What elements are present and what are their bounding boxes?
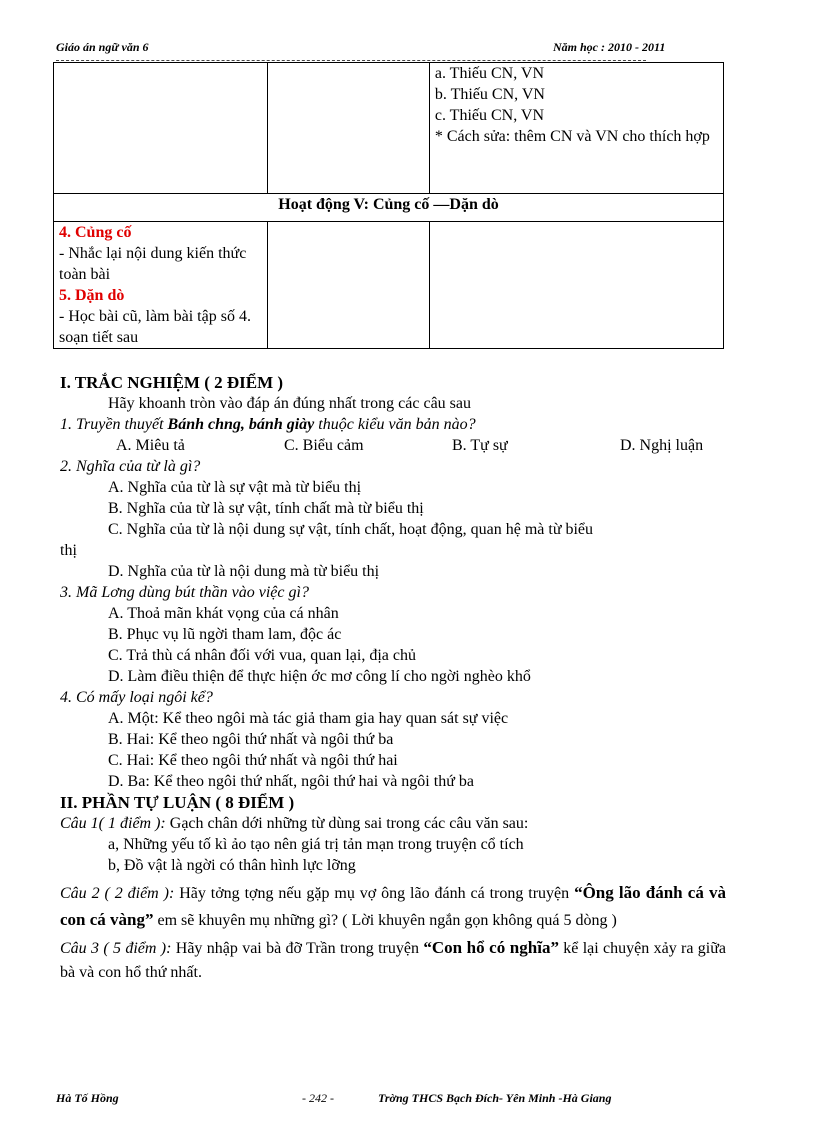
lesson-table xyxy=(53,62,724,349)
header-right: Năm học : 2010 - 2011 xyxy=(553,40,666,54)
page-number: - 242 - xyxy=(302,1091,334,1105)
table-row xyxy=(54,194,724,222)
footer-author: Hà Tố Hồng xyxy=(56,1091,119,1105)
table-row xyxy=(54,222,724,349)
header-divider xyxy=(56,60,646,61)
section-title: II. PHẦN TỰ LUẬN ( 8 ĐIỂM ) xyxy=(60,793,295,812)
error-fixes-cell: a. Thiếu CN, VN b. Thiếu CN, VN c. Thiếu CN, VN * Cách sửa: thêm CN và VN cho thích hợp xyxy=(429,63,723,194)
exam-body: I. TRẮC NGHIỆM ( 2 ĐIỂM ) Hãy khoanh tròn vào đáp án đúng nhất trong các câu sau 1. Truyền thuyết Bánh chng, bánh giày thuộc kiểu văn bản nào? A. Miêu tả C. Biểu cảm B. Tự sự D. Nghị luận 2. Nghĩa của từ là gì? A. Nghĩa của từ là sự vật mà từ biểu thị B. Nghĩa của từ là sự vật, tính chất mà từ biểu thị C. Nghĩa của từ là nội dung sự vật, tính chất, hoạt động, quan hệ mà từ biểu thị D. Nghĩa của từ là nội dung mà từ biểu thị 3. Mã Lơng dùng bút thần vào việc gì? A. Thoả mãn khát vọng của cá nhân B. Phục vụ lũ ngời tham lam, độc ác C. Trả thù cá nhân đối với vua, quan lại, địa chủ D. Làm điều thiện để thực hiện ớc mơ công lí cho ngời nghèo khổ 4. Có mấy loại ngôi kể? A. Một: Kể theo ngôi mà tác giả tham gia hay quan sát sự việc B. Hai: Kể theo ngôi thứ nhất và ngôi thứ ba C. Hai: Kể theo ngôi thứ nhất và ngôi thứ hai D. Ba: Kể theo ngôi thứ nhất, ngôi thứ hai và ngôi thứ ba II. PHẦN TỰ LUẬN ( 8 ĐIỂM ) Câu 1( 1 điểm ): Gạch chân dới những từ dùng sai trong các câu văn sau: a, Những yếu tố kì ảo tạo nên giá trị tản mạn trong truyện cổ tích b, Đồ vật là ngời có thân hình lực lỡng Câu 2 ( 2 điểm ): Hãy tởng tợng nếu gặp mụ vợ ông lão đánh cá trong truyện “Ông lão đánh cá và con cá vàng” em sẽ khuyên mụ những gì? ( Lời khuyên ngắn gọn không quá 5 dòng ) Câu 3 ( 5 điểm ): Hãy nhập vai bà đỡ Trần trong truyện “Con hổ có nghĩa” kể lại chuyện xảy ra giữa bà và con hổ thứ nhất. xyxy=(60,372,726,985)
question-2: 2. Nghĩa của từ là gì? xyxy=(60,458,201,475)
section-title: I. TRẮC NGHIỆM ( 2 ĐIỂM ) xyxy=(60,373,284,392)
question-4: 4. Có mấy loại ngôi kể? xyxy=(60,689,213,706)
consolidation-cell: 4. Củng cố - Nhắc lại nội dung kiến thức toàn bài 5. Dặn dò - Học bài cũ, làm bài tập số 4. soạn tiết sau xyxy=(54,222,268,349)
essay-2: Câu 2 ( 2 điểm ): Hãy tởng tợng nếu gặp mụ vợ ông lão đánh cá trong truyện “Ông lão đánh cá và con cá vàng” em sẽ khuyên mụ những gì? ( Lời khuyên ngắn gọn không quá 5 dòng ) xyxy=(60,883,726,929)
footer-school: Trờng THCS Bạch Đích- Yên Minh -Hà Giang xyxy=(378,1091,612,1105)
header-left: Giáo án ngữ văn 6 xyxy=(56,40,149,54)
question-1: 1. Truyền thuyết Bánh chng, bánh giày thuộc kiểu văn bản nào? xyxy=(60,416,476,433)
activity-heading: Hoạt động V: Củng cố —Dặn dò xyxy=(54,194,724,222)
essay-3: Câu 3 ( 5 điểm ): Hãy nhập vai bà đỡ Trần trong truyện “Con hổ có nghĩa” kể lại chuyện xảy ra giữa bà và con hổ thứ nhất. xyxy=(60,938,727,981)
question-3: 3. Mã Lơng dùng bút thần vào việc gì? xyxy=(60,584,309,601)
essay-1: Câu 1( 1 điểm ): Gạch chân dới những từ dùng sai trong các câu văn sau: xyxy=(60,815,529,832)
table-row xyxy=(54,63,724,194)
question-1-options: A. Miêu tả C. Biểu cảm B. Tự sự D. Nghị luận xyxy=(116,437,704,454)
instruction: Hãy khoanh tròn vào đáp án đúng nhất trong các câu sau xyxy=(108,395,471,412)
